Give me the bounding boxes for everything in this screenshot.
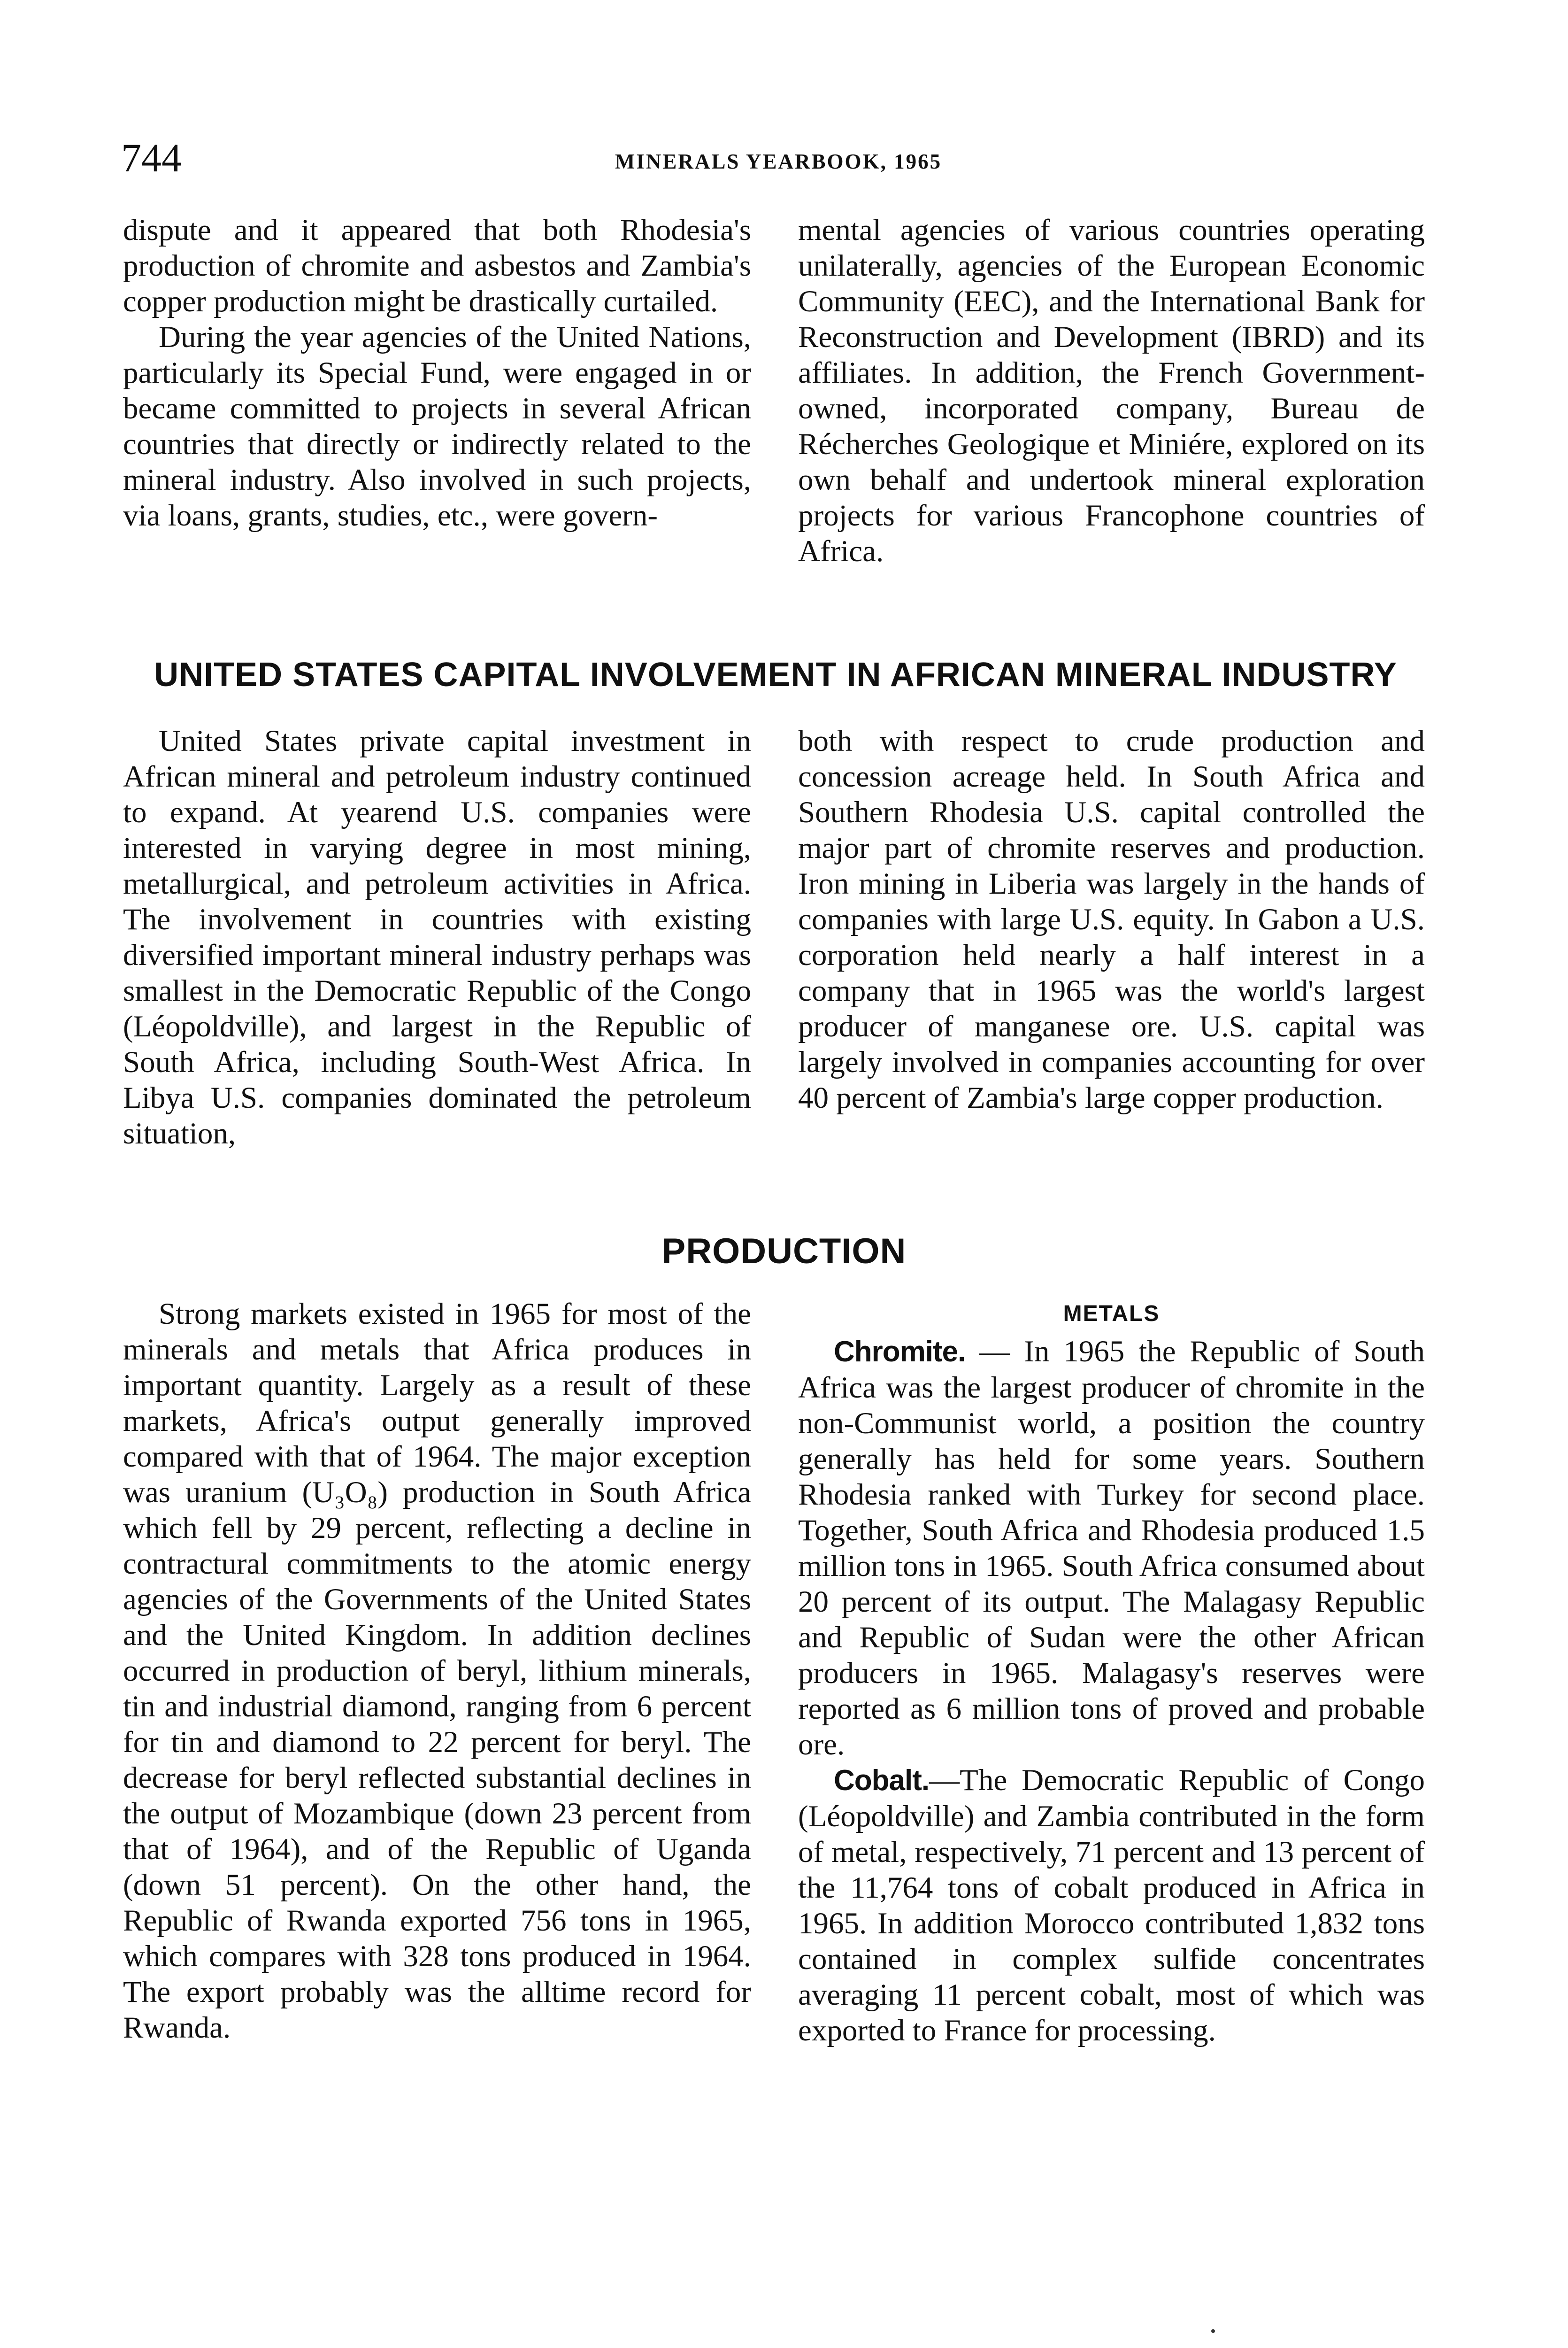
page-header (121, 134, 1426, 191)
intro-paragraph-3: mental agencies of various countries operating unilaterally, agencies of the European Economic Community (EEC), and the International Bank for Reconstruction and Development (IBRD) and its affiliates. In addition, the French Government-owned, incorporated company, Bureau de Récherches Geologique et Miniére, explored on its own behalf and undertook mineral exploration projects for various Francophone countries of Africa. (798, 213, 1425, 568)
production-left-column (123, 1296, 751, 2046)
capital-section-heading: UNITED STATES CAPITAL INVOLVEMENT IN AFRICAN MINERAL INDUSTRY (154, 656, 1397, 694)
capital-paragraph-left: United States private capital investment in African mineral and petroleum industry continued to expand. At yearend U.S. companies were interested in varying degree in most mining, metallurgical, and petroleum activities in Africa. The involvement in countries with existing diversified important mineral industry perhaps was smallest in the Democratic Republic of the Congo (Léopoldville), and largest in the Republic of South Africa, including South-West Africa. In Libya U.S. companies dominated the petroleum situation, (123, 724, 751, 1151)
chromite-text: — In 1965 the Republic of South Africa was the largest producer of chromite in the non-Communist world, a position the country generally has held for some years. Southern Rhodesia ranked with Turkey for second place. Together, South Africa and Rhodesia produced 1.5 million tons in 1965. South Africa consumed about 20 percent of its output. The Malagasy Republic and Republic of Sudan were the other African producers in 1965. Malagasy's reserves were reported as 6 million tons of proved and probable ore. (798, 1335, 1425, 1761)
metals-subheading: METALS (1063, 1301, 1160, 1326)
capital-paragraph-right: both with respect to crude production and concession acreage held. In South Africa and Southern Rhodesia U.S. capital controlled the major part of chromite reserves and production. Iron mining in Liberia was largely in the hands of companies with large U.S. equity. In Gabon a U.S. corporation held nearly a half interest in a company that in 1965 was the world's largest producer of manganese ore. U.S. capital was largely involved in companies accounting for over 40 percent of Zambia's large copper production. (798, 724, 1425, 1115)
cobalt-run-in-label: Cobalt. (834, 1764, 930, 1797)
capital-right-column (798, 723, 1425, 1116)
intro-right-column (798, 212, 1425, 569)
cobalt-text: —The Democratic Republic of Congo (Léopoldville) and Zambia contributed in the form of metal, respectively, 71 percent and 13 percent of the 11,764 tons of cobalt produced in Africa in 1965. In addition Morocco contributed 1,832 tons contained in complex sulfide concentrates averaging 11 percent cobalt, most of which was exported to France for processing. (798, 1763, 1425, 2047)
page-number: 744 (121, 135, 182, 180)
production-section-heading: PRODUCTION (661, 1231, 907, 1271)
chromite-run-in-label: Chromite. (834, 1336, 966, 1368)
chromite-paragraph (798, 1334, 1425, 1762)
production-paragraph: Strong markets existed in 1965 for most of the minerals and metals that Africa produces in important quantity. Largely as a result of these markets, Africa's output generally improved compared with that of 1964. The major exception was uranium (U₃O₈) production in South Africa which fell by 29 percent, reflecting a decline in contractural commitments to the atomic energy agencies of the Governments of the United States and the United Kingdom. In addition declines occurred in production of beryl, lithium minerals, tin and industrial diamond, ranging from 6 percent for tin and diamond to 22 percent for beryl. The decrease for beryl reflected substantial declines in the output of Mozambique (down 23 percent from that of 1964), and of the Republic of Uganda (down 51 percent). On the other hand, the Republic of Rwanda exported 756 tons in 1965, which compares with 328 tons produced in 1964. The export probably was the alltime record for Rwanda. (123, 1297, 751, 2045)
running-head: MINERALS YEARBOOK, 1965 (615, 150, 942, 173)
cobalt-paragraph (798, 1762, 1425, 2048)
intro-paragraph-2: During the year agencies of the United Nations, particularly its Special Fund, were engaged in or became committed to projects in several African countries that directly or indirectly related to the mineral industry. Also involved in such projects, via loans, grants, studies, etc., were govern- (123, 320, 751, 533)
stray-ink-mark (1211, 2329, 1215, 2333)
capital-left-column (123, 723, 751, 1151)
intro-left-column (123, 212, 751, 533)
production-right-column (798, 1296, 1425, 2048)
intro-paragraph-1: dispute and it appeared that both Rhodesia's production of chromite and asbestos and Zambia's copper production might be drastically curtailed. (123, 213, 751, 318)
